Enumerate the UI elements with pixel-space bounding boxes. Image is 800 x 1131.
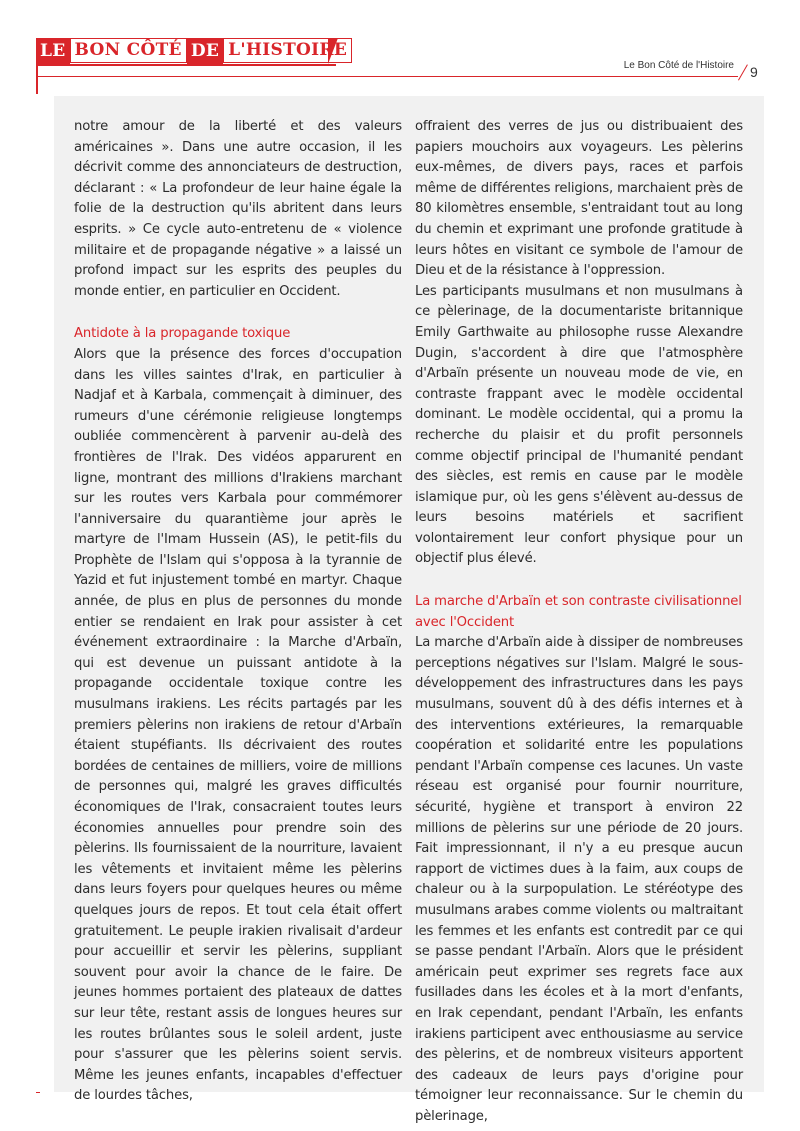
page-number: 9 [750,64,758,80]
page-number-slash [738,64,748,80]
masthead-word-le: LE [36,38,70,64]
paragraph-gap [74,302,402,324]
paragraph: Les participants musulmans et non musulmans à ce pèlerinage, de la documentariste britannique Emily Garthwaite au philosophe russe Alexandre Dugin, s'accordent à dire que l'atmosphère d'Arbaïn présente un nouveau mode de vie, en contraste frappant avec le modèle occidental dominant. Le modèle occidental, qui a promu la recherche du plaisir et du profit personnels comme objectif principal de l'humanité pendant des siècles, est remis en cause par le modèle islamique pur, où les gens s'élèvent au-dessus de leurs besoins matériels et sacrifient volontairement leur confort physique pour un objectif plus élevé. [415,283,743,567]
paragraph: notre amour de la liberté et des valeurs américaines ». Dans une autre occasion, il les décrivit comme des annonciateurs de destruction, déclarant : « La profondeur de leur haine égale la folie de la destruction qu'ils abritent dans leurs esprits. » Ce cycle auto-entretenu de « violence militaire et de propagande négative » a laissé un profond impact sur les esprits des peuples du monde entier, en particulier en Occident. [74,119,402,299]
article-column-right [415,117,743,1128]
running-title-rule [36,76,738,77]
header-rule-vertical [36,64,38,94]
article-column-left [74,117,402,1107]
paragraph-gap [415,570,743,592]
masthead-word-de: DE [187,38,223,64]
masthead-word-histoire: L'HISTOIRE [223,38,352,63]
header-rule [36,64,336,66]
footer-rule [36,1092,40,1093]
section-heading: Antidote à la propagande toxique [74,326,291,342]
paragraph: Alors que la présence des forces d'occupation dans les villes saintes d'Irak, en particulier à Nadjaf et à Karbala, commençait à diminuer, des rumeurs d'une cérémonie religieuse longtemps oubliée commencèrent à parvenir au-delà des frontières de l'Irak. Des vidéos apparurent en ligne, montrant des millions d'Irakiens marchant sur les routes vers Karbala pour commémorer l'anniversaire du quarantième jour après le martyre de l'Imam Hussein (AS), le petit-fils du Prophète de l'Islam qui s'opposa à la tyrannie de Yazid et fut injustement tombé en martyr. Chaque année, de plus en plus de personnes du monde entier se rendaient en Irak pour assister à cet événement extraordinaire : la Marche d'Arbaïn, qui est devenue un puissant antidote à la propagande occidentale toxique contre les musulmans irakiens. Les récits partagés par les premiers pèlerins non irakiens de retour d'Arbaïn étaient stupéfiants. Ils décrivaient des routes bordées de centaines de milliers, voire de millions de personnes qui, malgré les graves difficultés économiques de l'Irak, consacraient toutes leurs économies annuelles pour prendre soin des pèlerins. Ils fournissaient de la nourriture, lavaient les vêtements et invitaient même les pèlerins dans leurs foyers pour quelques heures ou même quelques jours de repos. Et tout cela était offert gratuitement. Le peuple irakien rivalisait d'ardeur pour accueillir et servir les pèlerins, suppliant souvent pour avoir la chance de le faire. De jeunes hommes portaient des plateaux de dattes sur leur tête, restant assis de longues heures sur les routes brûlantes sous le soleil ardent, juste pour s'assurer que les pèlerins soient servis. Même les jeunes enfants, incapables d'effectuer de lourdes tâches, [74,346,402,1104]
paragraph: offraient des verres de jus ou distribuaient des papiers mouchoirs aux voyageurs. Les pèlerins eux-mêmes, de divers pays, races et parfois même de différentes religions, marchaient près de 80 kilomètres ensemble, s'entraidant tout au long du chemin et exprimant une profonde gratitude à leurs hôtes en visitant ce symbole de l'amour de Dieu et de la résistance à l'oppression. [415,119,743,279]
section-heading: La marche d'Arbaïn et son contraste civilisationnel avec l'Occident [415,594,742,630]
masthead-slant-decoration [328,38,338,64]
masthead-word-bon-cote: BON CÔTÉ [70,38,187,63]
masthead [36,38,346,64]
running-title: Le Bon Côté de l'Histoire [623,60,734,71]
paragraph: La marche d'Arbaïn aide à dissiper de nombreuses perceptions négatives sur l'Islam. Malgré le sous-développement des infrastructures dans les pays musulmans, souvent dû à des défis internes et à des interventions extérieures, la remarquable coopération et solidarité entre les populations pendant l'Arbaïn compense ces lacunes. Un vaste réseau est organisé pour fournir nourriture, sécurité, hygiène et transport à environ 22 millions de pèlerins sur une période de 20 jours. Fait impressionnant, il n'y a eu presque aucun rapport de victimes dues à la faim, aux coups de chaleur ou à la surpopulation. Le stéréotype des musulmans arabes comme violents ou maltraitant les femmes et les enfants est contredit par ce qui se passe pendant l'Arbaïn. Alors que le président américain peut exprimer ses regrets face aux fusillades dans les écoles et à la mort d'enfants, en Irak cependant, pendant l'Arbaïn, les enfants irakiens participent avec enthousiasme au service des pèlerins, et de nombreux visiteurs apportent des cadeaux de leurs pays d'origine pour témoigner leur reconnaissance. Sur le chemin du pèlerinage, [415,635,743,1124]
